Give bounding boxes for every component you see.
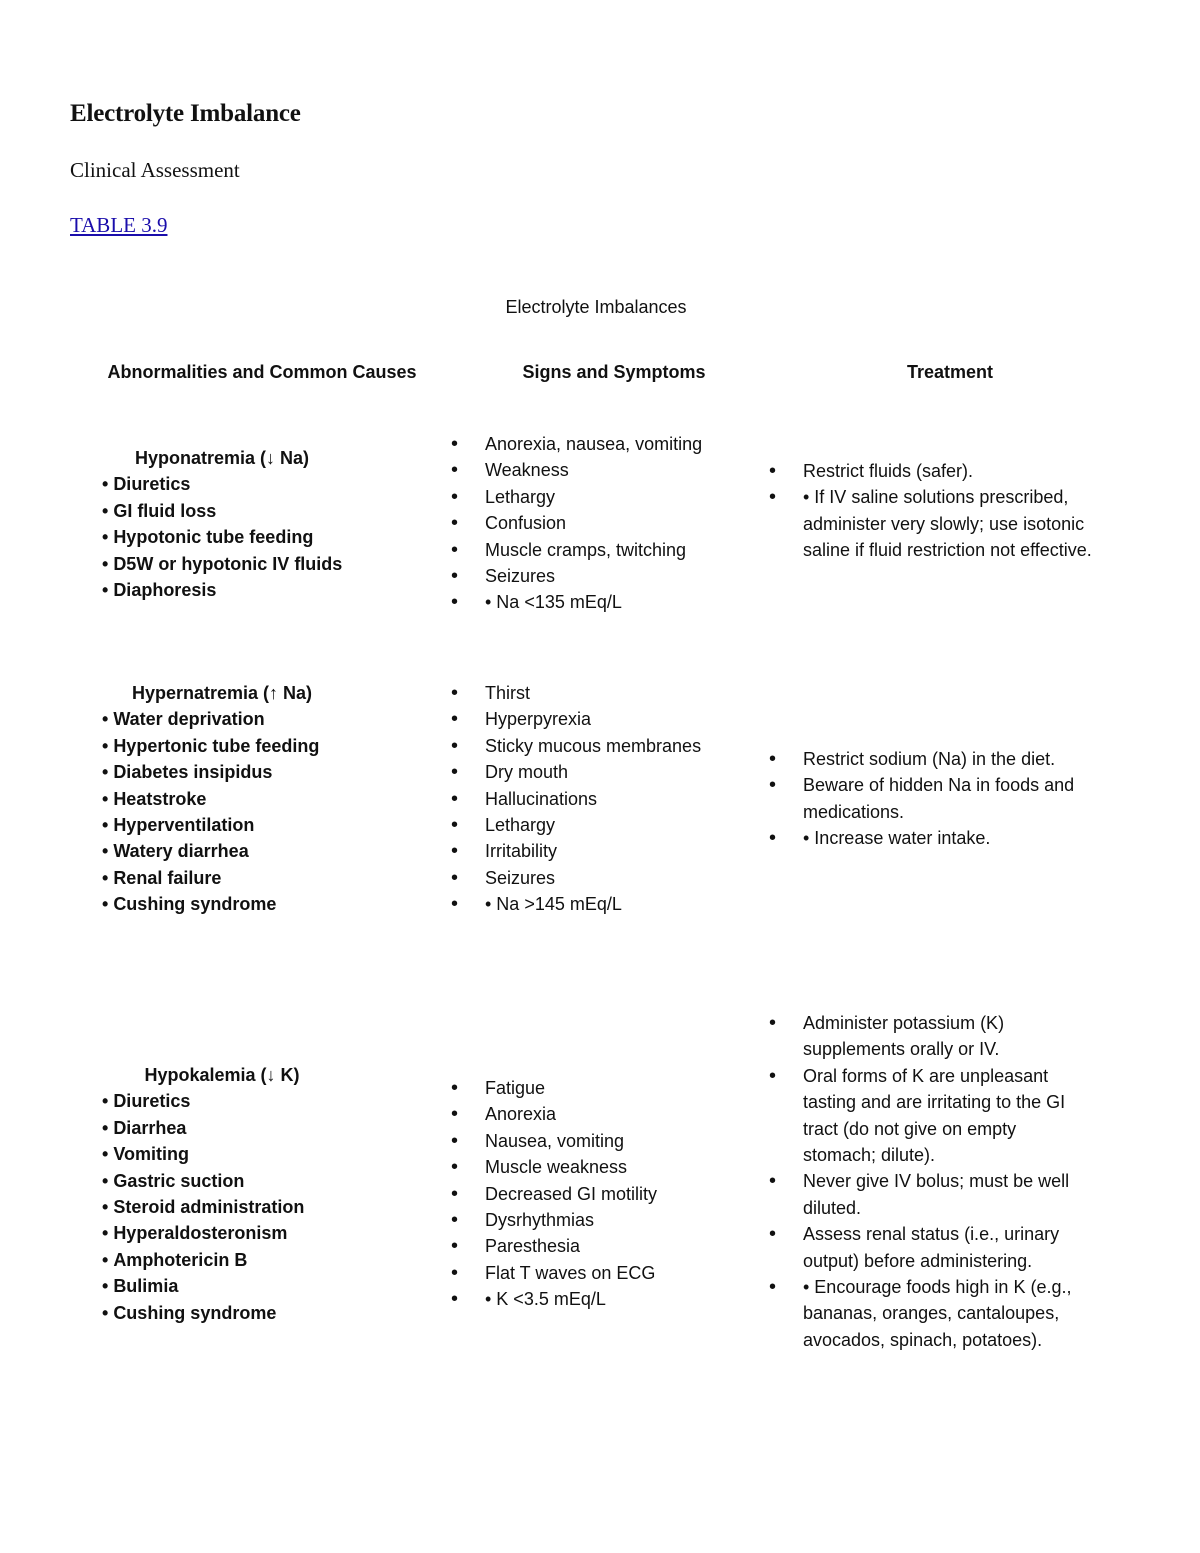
signs-hyponatremia (451, 431, 751, 616)
sign-item: • Muscle weakness (451, 1154, 751, 1180)
treatment-item: • Never give IV bolus; must be well diluted. (769, 1168, 1081, 1221)
treatment-hyponatremia (769, 458, 1119, 564)
causes-hypernatremia (102, 680, 432, 918)
cause-item: • Heatstroke (102, 786, 432, 812)
cause-item: • Hypotonic tube feeding (102, 524, 432, 550)
treatment-hypernatremia (769, 746, 1119, 852)
sign-item: • Lethargy (451, 812, 751, 838)
causes-hypokalemia (102, 1062, 432, 1326)
column-header-treatment: Treatment (906, 362, 994, 382)
treatment-item: • Restrict sodium (Na) in the diet. (769, 746, 1119, 772)
cause-item: • Cushing syndrome (102, 891, 432, 917)
cause-item: • Renal failure (102, 865, 432, 891)
treatment-item: • • Encourage foods high in K (e.g., bananas, oranges, cantaloupes, avocados, spinach, potatoes). (769, 1274, 1081, 1353)
cause-item: • Hypertonic tube feeding (102, 733, 432, 759)
treatment-item: • Assess renal status (i.e., urinary output) before administering. (769, 1221, 1081, 1274)
sign-item: • Dry mouth (451, 759, 751, 785)
sign-item: • Decreased GI motility (451, 1181, 751, 1207)
column-header-signs: Signs and Symptoms (522, 362, 706, 382)
sign-item: • Fatigue (451, 1075, 751, 1101)
cause-item: • Diaphoresis (102, 577, 432, 603)
cause-item: • Gastric suction (102, 1168, 432, 1194)
condition-title: Hyponatremia (↓ Na) (134, 448, 310, 468)
cause-item: • Watery diarrhea (102, 838, 432, 864)
sign-item: • • Na <135 mEq/L (451, 589, 751, 615)
sign-item: • • Na >145 mEq/L (451, 891, 751, 917)
sign-item: • Thirst (451, 680, 751, 706)
condition-title: Hypernatremia (↑ Na) (131, 683, 313, 703)
sign-item: • Anorexia, nausea, vomiting (451, 431, 751, 457)
sign-item: • Sticky mucous membranes (451, 733, 751, 759)
treatment-item: • Restrict fluids (safer). (769, 458, 1119, 484)
cause-item: • Steroid administration (102, 1194, 432, 1220)
column-header-causes: Abnormalities and Common Causes (107, 362, 417, 382)
table-link[interactable]: TABLE 3.9 (70, 213, 168, 237)
cause-item: • Diuretics (102, 471, 432, 497)
sign-item: • Seizures (451, 563, 751, 589)
treatment-item: • Beware of hidden Na in foods and medications. (769, 772, 1119, 825)
signs-hypernatremia (451, 680, 751, 918)
cause-item: • D5W or hypotonic IV fluids (102, 551, 432, 577)
treatment-item: • Administer potassium (K) supplements orally or IV. (769, 1010, 1081, 1063)
cause-item: • Water deprivation (102, 706, 432, 732)
causes-hyponatremia (102, 445, 432, 603)
sign-item: • • K <3.5 mEq/L (451, 1286, 751, 1312)
document-title: Electrolyte Imbalance (70, 100, 301, 127)
sign-item: • Hyperpyrexia (451, 706, 751, 732)
table-caption: Electrolyte Imbalances (505, 297, 687, 317)
cause-item: • GI fluid loss (102, 498, 432, 524)
sign-item: • Hallucinations (451, 786, 751, 812)
treatment-hypokalemia (769, 1010, 1081, 1353)
sign-item: • Confusion (451, 510, 751, 536)
cause-item: • Hyperaldosteronism (102, 1220, 432, 1246)
document-subtitle: Clinical Assessment (70, 158, 240, 182)
treatment-item: • Oral forms of K are unpleasant tasting and are irritating to the GI tract (do not give on empty stomach; dilute). (769, 1063, 1081, 1169)
sign-item: • Nausea, vomiting (451, 1128, 751, 1154)
treatment-item: • • Increase water intake. (769, 825, 1119, 851)
sign-item: • Irritability (451, 838, 751, 864)
cause-item: • Diarrhea (102, 1115, 432, 1141)
sign-item: • Lethargy (451, 484, 751, 510)
cause-item: • Bulimia (102, 1273, 432, 1299)
treatment-item: • • If IV saline solutions prescribed, administer very slowly; use isotonic saline if fluid restriction not effective. (769, 484, 1119, 563)
cause-item: • Diabetes insipidus (102, 759, 432, 785)
cause-item: • Diuretics (102, 1088, 432, 1114)
cause-item: • Amphotericin B (102, 1247, 432, 1273)
sign-item: • Anorexia (451, 1101, 751, 1127)
cause-item: • Cushing syndrome (102, 1300, 432, 1326)
signs-hypokalemia (451, 1075, 751, 1313)
sign-item: • Weakness (451, 457, 751, 483)
condition-title: Hypokalemia (↓ K) (144, 1065, 300, 1085)
sign-item: • Dysrhythmias (451, 1207, 751, 1233)
sign-item: • Muscle cramps, twitching (451, 537, 751, 563)
cause-item: • Vomiting (102, 1141, 432, 1167)
cause-item: • Hyperventilation (102, 812, 432, 838)
sign-item: • Paresthesia (451, 1233, 751, 1259)
sign-item: • Flat T waves on ECG (451, 1260, 751, 1286)
sign-item: • Seizures (451, 865, 751, 891)
